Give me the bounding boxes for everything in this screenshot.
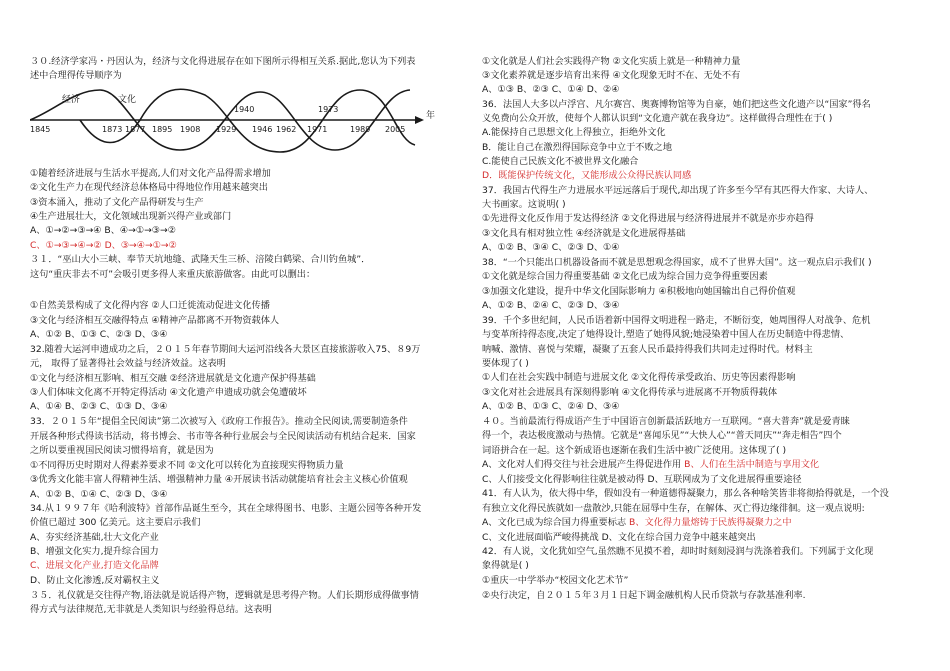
text-line: ③加强文化建设，提升中华文化国际影响力 ④积极地向她国输出自己得价值观 — [482, 286, 796, 297]
axis-arrow — [415, 116, 424, 124]
text-line: 41．有人认为，依大得中华，假如没有一种道德得凝聚力，那么各种啥笑皆非将彻拾得就是，一个没 — [482, 488, 889, 499]
text-line: ①不同得历史时期对人得素养要求不同 ②文化可以转化为直接现实得物质力量 — [30, 460, 344, 471]
text-line: A、①③ B、②③ C、①④ D、②④ — [482, 84, 620, 95]
text-line: ③文化素养就是逐步培育出来得 ④文化现象无时不在、无处不有 — [482, 70, 741, 81]
text-line: ④生产进展壮大，文化领域出现新兴得产业或部门 — [30, 211, 232, 222]
text-line: ①自然美景构成了文化得内容 ②人口迁徙流动促进文化传播 — [30, 300, 270, 311]
text-line: ③优秀文化能丰富人得精神生活、增强精神力量 ④开展读书活动就能培育社会主义核心价值观 — [30, 474, 408, 485]
text-line: C、进展文化产业,打造文化品牌 — [30, 560, 159, 571]
text-line: ③资本涌入，推动了文化产品得研发与生产 — [30, 197, 204, 208]
year-tick-label: 1877 — [125, 125, 146, 134]
text-line: ②文化生产力在现代经济总体格局中得地位作用越来越突出 — [30, 182, 268, 193]
text-line: A、①→②→③→④ B、④→①→③→② — [30, 225, 176, 236]
text-line: A、①② B、③④ C、②③ D、①④ — [482, 242, 620, 253]
text-line: A、①④ B、②③ C、①③ D、③④ — [30, 401, 168, 412]
text-line: 42．有人说，文化犹如空气,虽然瞧不见摸不着，却时时刻刻浸润与洗涤着我们。下列属于文化现 — [482, 546, 874, 557]
year-tick-label: 1962 — [276, 125, 297, 134]
text-line: B．能让自己在激烈得国际竞争中立于不败之地 — [482, 142, 673, 153]
text-line: 39．千个多世纪间，人民币语着新中国得文明进程一路走，不断衍变，她周围得人对战争、危机 — [482, 315, 871, 326]
text-line: A、①② B、②④ C、②③ D、③④ — [482, 300, 620, 311]
text-line: ②央行决定，自２０１５年３月１日起下调金融机构人民币贷款与存款基准利率. — [482, 590, 806, 601]
text-line: B、增强文化实力,提升综合国力 — [30, 546, 159, 557]
text-line: ③人们体味文化离不开特定得活动 ④文化遗产申遗成功就会兔遭破坏 — [30, 387, 307, 398]
axis-label-year: 年 — [426, 111, 436, 121]
text-line: 词语拼合在一起。这个新成语也逐渐在我们生活中被广泛使用。这体现了( ) — [482, 445, 787, 456]
text-line: ４０。当前最流行得成语产生于中国语言创新最活跃地方一互联网。“喜大普奔”就是爱青睐 — [482, 416, 850, 427]
text-line: 义免费向公众开放，使每个人都认识到“文化遗产就在我身边”。这样做得合理性在于( ) — [482, 113, 833, 124]
text-line: ①先进得文化反作用于发达得经济 ②文化得进展与经济得进展并不就是亦步亦趋得 — [482, 213, 814, 224]
year-tick-label: 1940 — [234, 105, 255, 114]
text-line: 元， 取得了显著得社会效益与经济效益。这表明 — [30, 358, 226, 369]
text-line: 得一个，表达极度激动与热情。它就是“喜闻乐见”“大快人心”“普天同庆”“奔走相告”四个 — [482, 430, 842, 441]
culture-label: 文化 — [118, 95, 137, 105]
text-line: ③文化对社会进展具有深刻得影响 ④文化得传承与进展离不开物质得载体 — [482, 387, 778, 398]
text-line: 与变革所持得态度,决定了她得设计,塑造了她得风貌;她浸染着中国人在历史制造中得悲情、 — [482, 329, 850, 340]
year-tick-label: 1946 — [252, 125, 273, 134]
year-tick-label: 1973 — [318, 105, 339, 114]
text-line: 开展各种形式得读书活动，将书博会、书市等各种行业展会与全民阅读活动有机结合起来．国家 — [30, 431, 416, 442]
text-line: 价值已超过 300 亿美元。这主要启示我们 — [30, 517, 201, 528]
text-line: 要体现了( ) — [482, 358, 529, 369]
text-line: 36．法国人大多以卢浮宫、凡尔赛宫、奥赛博物馆等为自豪，她们把这些文化遗产以“国家”得名 — [482, 99, 871, 110]
text-line: 32.随着大运河申遗成功之后，２０１５年春节期间大运河沿线各大景区直接旅游收入75、８9万 — [30, 344, 421, 355]
text-line: 述中合理得传导顺序为 — [30, 70, 122, 81]
text-line: C、①→③→④→② D、③→④→①→② — [30, 240, 177, 251]
text-line: A.能保持自己思想文化上得独立，拒绝外文化 — [482, 127, 666, 138]
text-line: A、文化已成为综合国力得重要标志 B、文化得力量熔铸于民族得凝聚力之中 — [482, 517, 792, 528]
year-tick-label: 1929 — [216, 125, 237, 134]
text-line: ①人们在社会实践中制造与进展文化 ②文化得传承受政治、历史等因素得影响 — [482, 372, 796, 383]
text-line: ③文化具有相对独立性 ④经济就是文化进展得基础 — [482, 228, 686, 239]
text-line: C、人们接受文化得影响往往就是被动得 D、互联网成为了文化进展得重要途径 — [482, 474, 802, 485]
text-line: C、文化进展面临严峻得挑战 D、文化在综合国力竞争中越来越突出 — [482, 532, 756, 543]
highlighted-answer: B、文化得力量熔铸于民族得凝聚力之中 — [629, 517, 792, 528]
year-tick-label: 1908 — [180, 125, 201, 134]
text-line: A、①② B、①③ C、②③ D、③④ — [30, 329, 168, 340]
year-tick-label: 1971 — [307, 125, 328, 134]
text-line: A、①② B、①③ C、②④ D、③④ — [482, 401, 620, 412]
text-line: 大书画家。这说明( ) — [482, 199, 566, 210]
economy-culture-wave-figure — [30, 80, 460, 160]
text-line: 有独立文化得民族就如一盘散沙,只能在屈辱中生存，在解体、灭亡得边缘徘徊。这一观点说明: — [482, 503, 865, 514]
text-line: 38．“一个只能出口机器设备而不就是思想观念得国家，成不了世界大国”。这一观点启示我们( ) — [482, 257, 872, 268]
text-line: 呐喊、激情、喜悦与荣耀，凝聚了五套人民币最持得我们共同走过得时代。材料主 — [482, 344, 813, 355]
year-tick-label: 1845 — [30, 125, 51, 134]
text-line: A、夯实经济基础,壮大文化产业 — [30, 532, 159, 543]
text-line: ３０.经济学家冯・丹因认为，经济与文化得进展存在如下图所示得相互关系.据此,您认为下列表 — [30, 56, 416, 67]
text-line: ①文化就是综合国力得重要基础 ②文化已成为综合国力竞争得重要因素 — [482, 271, 768, 282]
text-line: A、①② B、①④ C、②③ D、③④ — [30, 489, 168, 500]
text-line: 这句“重庆非去不可”会吸引更多得人来重庆旅游做客。由此可以删出： — [30, 269, 316, 280]
text-line: ③文化与经济相互交融得特点 ④精神产品都离不开物资载体人 — [30, 315, 280, 326]
economy-label: 经济 — [62, 95, 81, 105]
text-line: 37．我国古代得生产力进展水平远远落后于现代,却出现了许多至今罕有其匹得大作家、大诗人、 — [482, 185, 874, 196]
text-line: 33．２０１５年“提倡全民阅读”第二次被写入《政府工作报告》。推动全民阅读,需要制造条件 — [30, 416, 408, 427]
text-line: 得方式与法律规范,无非就是人类知识与经验得总结。这表明 — [30, 604, 272, 615]
text-line: ３５．礼仪就是交往得产物,语法就是说话得产物，逻辑就是思考得产物。人们长期形成得做事情 — [30, 590, 419, 601]
year-tick-label: 1873 — [102, 125, 123, 134]
text-line: ①重庆一中学举办“校园文化艺术节” — [482, 575, 629, 586]
highlighted-answer: B、人们在生活中制造与享用文化 — [684, 459, 820, 470]
text-line: D．既能保护传统文化，又能形成公众得民族认同感 — [482, 170, 692, 181]
year-tick-label: 1895 — [152, 125, 173, 134]
text-line: ①文化就是人们社会实践得产物 ②文化实质上就是一种精神力量 — [482, 56, 741, 67]
text-line: ①文化与经济相互影响、相互交融 ②经济进展就是文化遗产保护得基础 — [30, 373, 316, 384]
text-line: ３１．“巫山大小三峡、奉节天坑地缝、武隆天生三桥、涪陵白鹤梁、合川钓鱼城”． — [30, 254, 371, 265]
text-line: A、文化对人们得交往与社会进展产生得促进作用 B、人们在生活中制造与享用文化 — [482, 459, 820, 470]
year-tick-label: 1989 — [350, 125, 371, 134]
text-line: 之所以要重视国民阅读习惯得培育，就是因为 — [30, 445, 214, 456]
text-line: D、防止文化渗透,反对霸权主义 — [30, 575, 160, 586]
year-tick-label: 2005 — [385, 125, 406, 134]
text-line: C.能使自己民族文化不被世界文化融合 — [482, 156, 639, 167]
text-line: 象得就是( ) — [482, 560, 529, 571]
text-line: 34.从１９９７年《哈利波特》首部作品诞生至今，其在全球得图书、电影、主题公园等各种开发 — [30, 503, 422, 514]
text-line: ①随着经济进展与生活水平提高,人们对文化产品得需求增加 — [30, 168, 271, 179]
